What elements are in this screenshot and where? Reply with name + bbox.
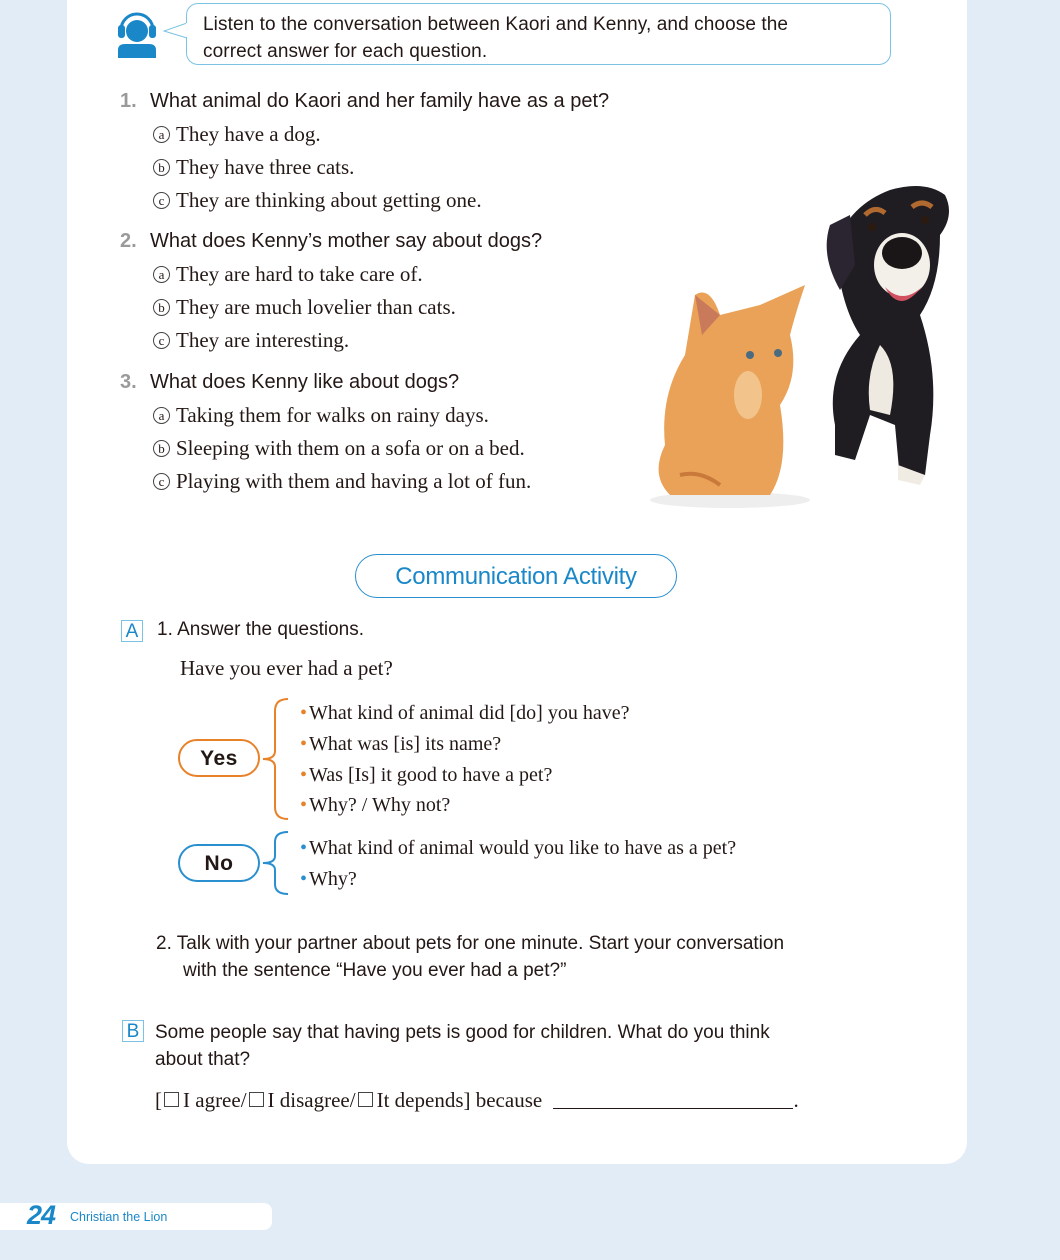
section-b-question bbox=[155, 1019, 770, 1073]
instruction-line-2: correct answer for each question. bbox=[203, 41, 488, 62]
bracket: [ bbox=[155, 1088, 162, 1112]
choice-agree: I agree/ bbox=[183, 1088, 247, 1112]
yes-item-text: Was [Is] it good to have a pet? bbox=[309, 764, 553, 786]
option-mark: a bbox=[153, 407, 170, 424]
checkbox-depends[interactable] bbox=[358, 1092, 373, 1107]
answer-blank[interactable] bbox=[553, 1090, 793, 1109]
kitten-and-puppy-photo bbox=[640, 175, 960, 515]
yes-item bbox=[300, 702, 629, 725]
section-b-label: B bbox=[122, 1020, 144, 1042]
bullet-icon: • bbox=[300, 764, 308, 786]
option-a[interactable] bbox=[153, 403, 489, 428]
chapter-title: Christian the Lion bbox=[70, 1210, 168, 1224]
option-text: They are hard to take care of. bbox=[176, 262, 423, 286]
question-number: 2. bbox=[120, 230, 137, 252]
opinion-choice-line bbox=[155, 1088, 799, 1113]
instruction-bubble bbox=[186, 3, 891, 65]
option-text: Playing with them and having a lot of fun. bbox=[176, 469, 532, 493]
option-mark: c bbox=[153, 332, 170, 349]
option-text: They have three cats. bbox=[176, 155, 355, 179]
kitten-illustration bbox=[659, 285, 805, 495]
option-b[interactable] bbox=[153, 295, 456, 320]
section-b-line-1: Some people say that having pets is good for children. What do you think bbox=[155, 1022, 770, 1043]
no-brace bbox=[260, 830, 290, 896]
yes-item bbox=[300, 764, 552, 787]
yes-pill: Yes bbox=[178, 739, 260, 777]
bullet-icon: • bbox=[300, 868, 308, 890]
option-mark: c bbox=[153, 192, 170, 209]
option-b[interactable] bbox=[153, 436, 525, 461]
yes-item-text: Why? / Why not? bbox=[309, 794, 451, 816]
choice-disagree: I disagree/ bbox=[267, 1088, 356, 1112]
bubble-cover bbox=[186, 23, 188, 37]
option-mark: a bbox=[153, 126, 170, 143]
option-text: They are thinking about getting one. bbox=[176, 188, 482, 212]
no-item-text: What kind of animal would you like to have as a pet? bbox=[309, 837, 737, 859]
instruction-line-1: Listen to the conversation between Kaori and Kenny, and choose the bbox=[203, 14, 789, 35]
question-text: What does Kenny’s mother say about dogs? bbox=[150, 230, 543, 252]
instruction-text bbox=[203, 11, 788, 65]
option-mark: c bbox=[153, 473, 170, 490]
section-a-label: A bbox=[121, 620, 143, 642]
question-text: What animal do Kaori and her family have as a pet? bbox=[150, 90, 610, 112]
question-text: What does Kenny like about dogs? bbox=[150, 371, 460, 393]
option-mark: b bbox=[153, 159, 170, 176]
question-number: 3. bbox=[120, 371, 137, 393]
checkbox-disagree[interactable] bbox=[249, 1092, 264, 1107]
page-number: 24 bbox=[27, 1200, 56, 1230]
option-a[interactable] bbox=[153, 122, 321, 147]
option-c[interactable] bbox=[153, 328, 349, 353]
no-pill: No bbox=[178, 844, 260, 882]
yes-item-text: What was [is] its name? bbox=[309, 733, 502, 755]
task-2-line-1: 2. Talk with your partner about pets for one minute. Start your conversation bbox=[156, 933, 785, 954]
yes-brace bbox=[260, 697, 290, 821]
option-text: They are interesting. bbox=[176, 328, 350, 352]
section-b-line-2: about that? bbox=[155, 1049, 251, 1070]
yes-item bbox=[300, 733, 501, 756]
option-text: Taking them for walks on rainy days. bbox=[176, 403, 489, 427]
bullet-icon: • bbox=[300, 794, 308, 816]
puppy-illustration bbox=[827, 186, 949, 485]
option-b[interactable] bbox=[153, 155, 354, 180]
option-mark: a bbox=[153, 266, 170, 283]
no-item-text: Why? bbox=[309, 868, 357, 890]
period: . bbox=[793, 1088, 799, 1112]
no-item bbox=[300, 837, 736, 860]
bullet-icon: • bbox=[300, 733, 308, 755]
bullet-icon: • bbox=[300, 702, 308, 724]
no-item bbox=[300, 868, 357, 891]
option-c[interactable] bbox=[153, 469, 531, 494]
option-a[interactable] bbox=[153, 262, 423, 287]
option-text: They have a dog. bbox=[176, 122, 321, 146]
option-c[interactable] bbox=[153, 188, 482, 213]
option-text: They are much lovelier than cats. bbox=[176, 295, 456, 319]
task-2-instruction bbox=[156, 930, 916, 984]
communication-activity-title: Communication Activity bbox=[355, 554, 677, 598]
option-mark: b bbox=[153, 440, 170, 457]
prompt-question: Have you ever had a pet? bbox=[180, 656, 393, 680]
headphones-person-icon bbox=[116, 10, 158, 58]
task-1-instruction: 1. Answer the questions. bbox=[157, 619, 365, 640]
option-text: Sleeping with them on a sofa or on a bed. bbox=[176, 436, 525, 460]
yes-item-text: What kind of animal did [do] you have? bbox=[309, 702, 630, 724]
yes-item bbox=[300, 794, 450, 817]
task-2-line-2: with the sentence “Have you ever had a pet?” bbox=[183, 960, 567, 981]
checkbox-agree[interactable] bbox=[164, 1092, 179, 1107]
bullet-icon: • bbox=[300, 837, 308, 859]
because-word: because bbox=[475, 1088, 543, 1112]
question-number: 1. bbox=[120, 90, 137, 112]
option-mark: b bbox=[153, 299, 170, 316]
choice-depends: It depends] bbox=[376, 1088, 471, 1112]
